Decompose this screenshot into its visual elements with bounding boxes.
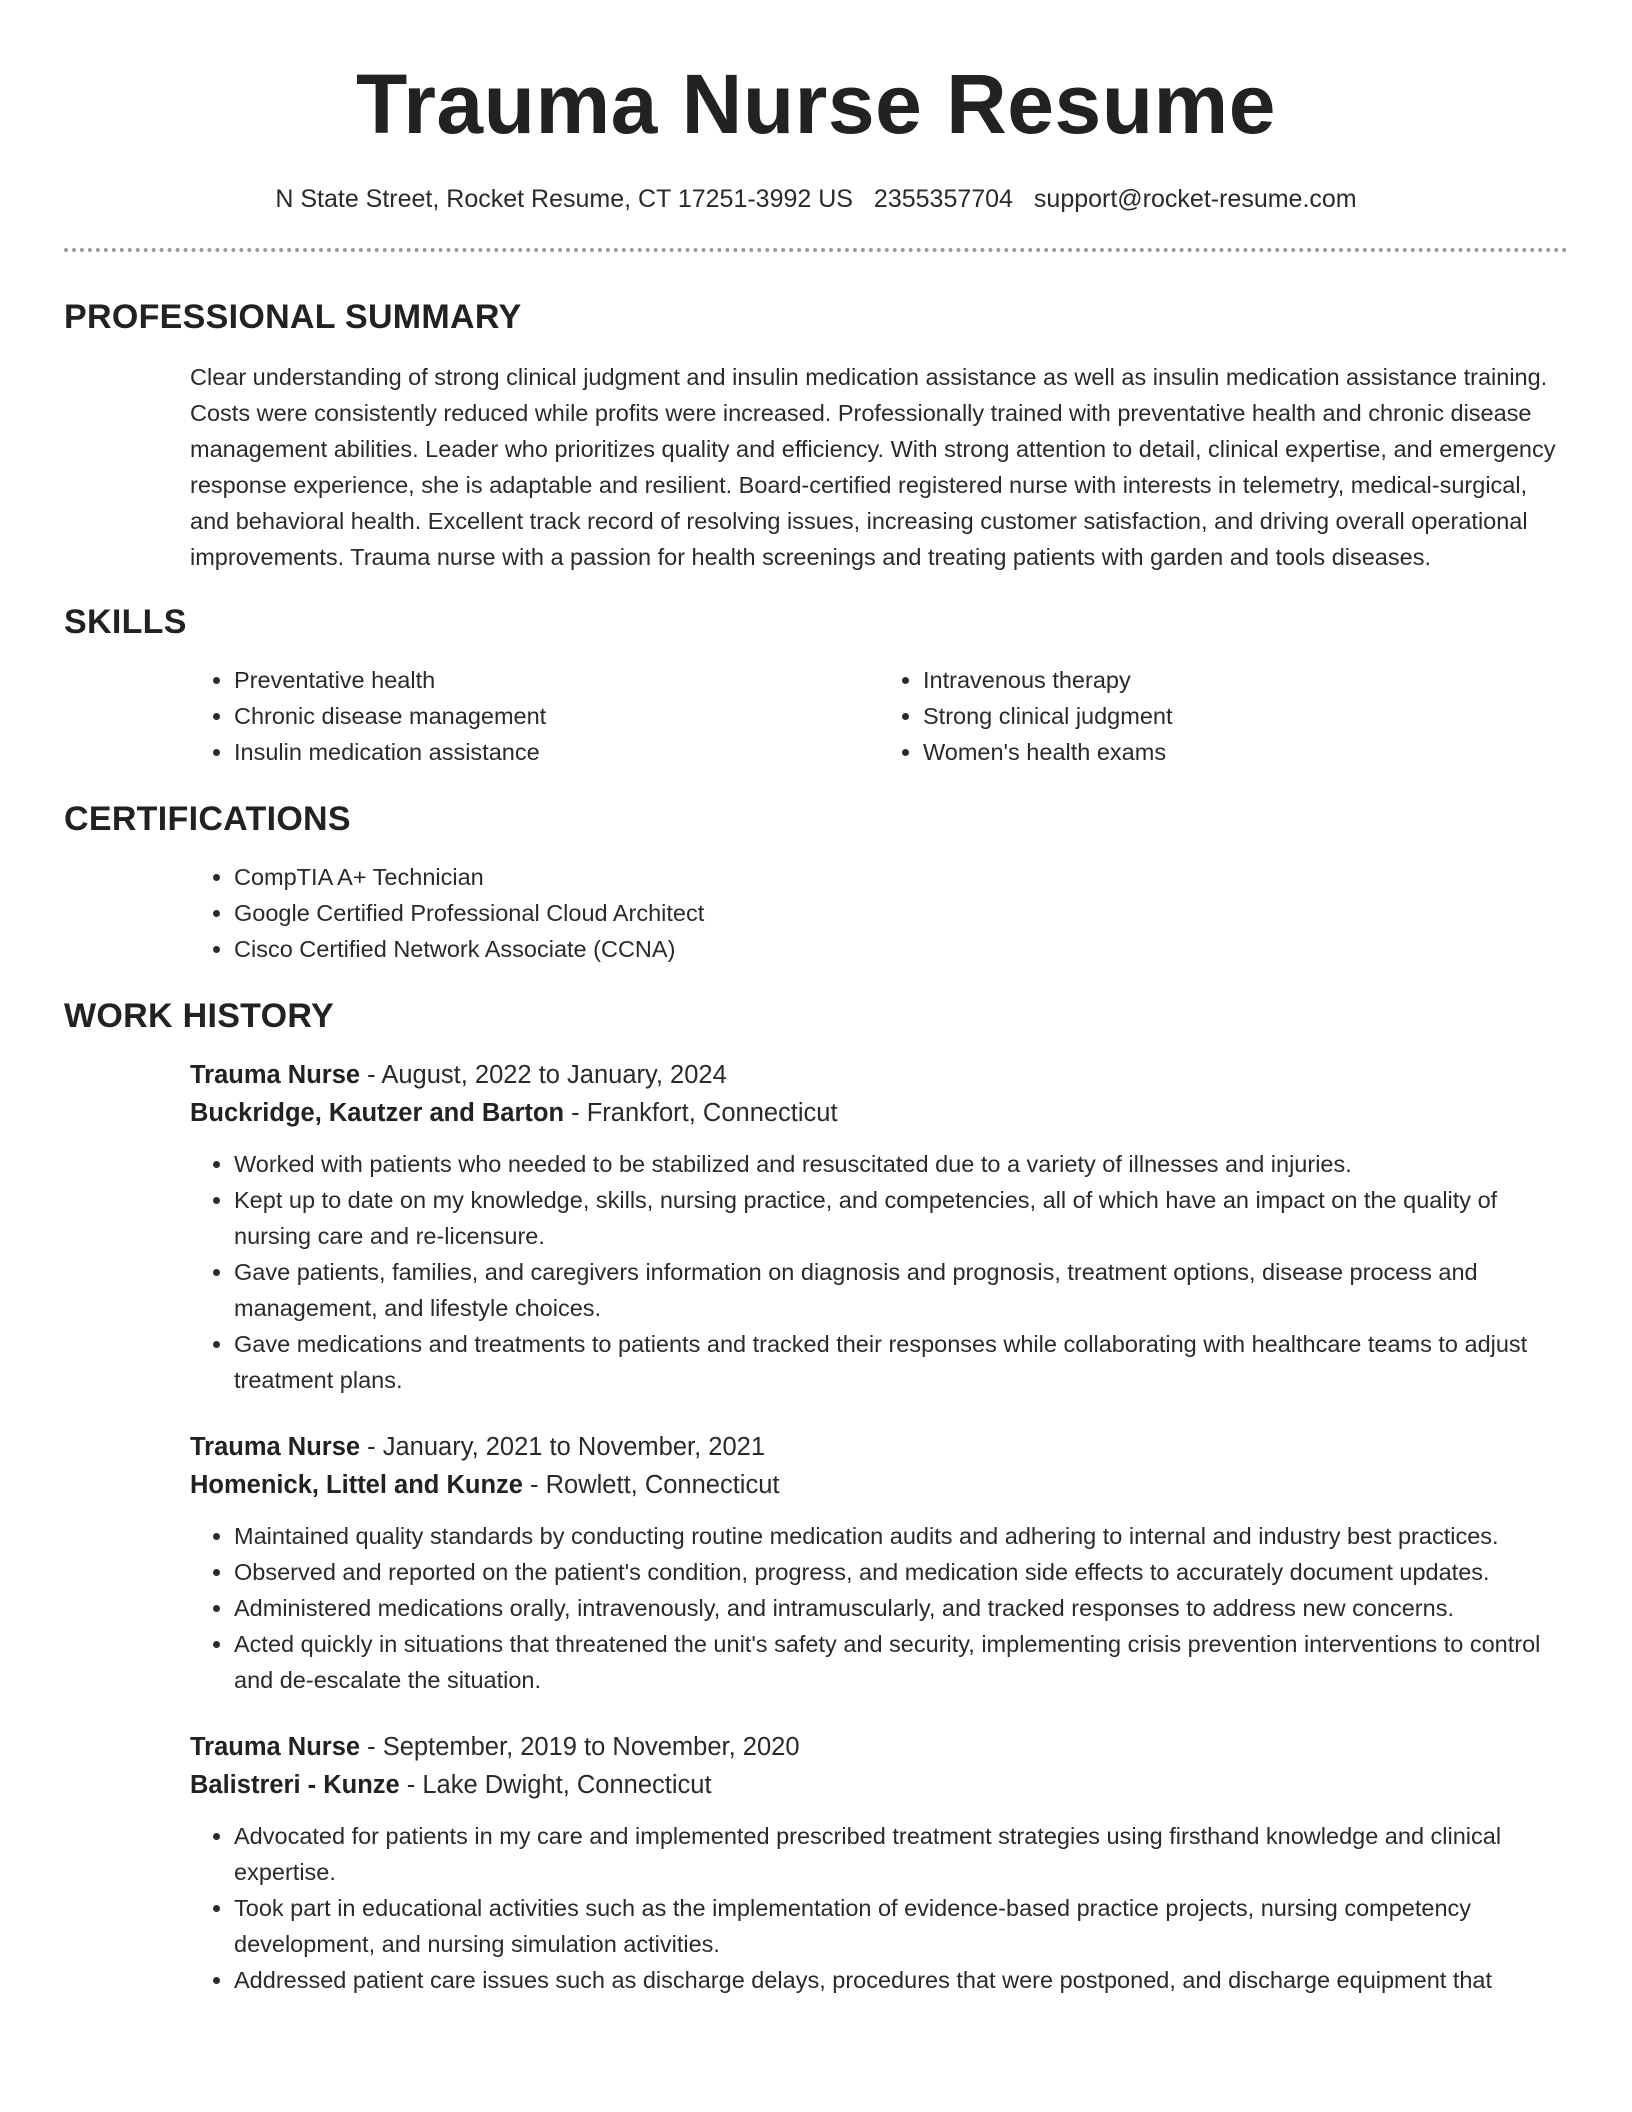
job-entry [190,1056,1568,1398]
skills-list-left [190,662,879,770]
job-location: - Rowlett, Connecticut [522,1471,780,1499]
job-bullets [190,1818,1568,1998]
job-role: Trauma Nurse [190,1433,361,1461]
skills-heading: SKILLS [64,603,187,641]
work-heading: WORK HISTORY [64,997,334,1035]
job-company-line [190,1466,1568,1504]
job-location: - Lake Dwight, Connecticut [399,1771,712,1799]
contact-line [64,182,1568,216]
skills-list-right [879,662,1568,770]
job-dates: - August, 2022 to January, 2024 [360,1061,727,1089]
job-bullet: • Acted quickly in situations that threatened the unit's safety and security, implementing crisis prevention interventions to control and de-escalate the situation. [234,1626,1568,1698]
phone: 2355357704 [873,185,1013,213]
job-company: Balistreri - Kunze [190,1771,400,1799]
job-bullet: • Advocated for patients in my care and implemented prescribed treatment strategies using firsthand knowledge and clinical expertise. [234,1818,1568,1890]
job-company: Homenick, Littel and Kunze [190,1471,523,1499]
job-company-line [190,1766,1568,1804]
summary-section [64,298,1568,575]
job-location: - Frankfort, Connecticut [564,1099,838,1127]
job-entry [190,1428,1568,1698]
skill-item: • Insulin medication assistance [234,734,879,770]
job-company-line [190,1094,1568,1132]
job-bullet: • Observed and reported on the patient's condition, progress, and medication side effects to accurately document updates. [234,1554,1568,1590]
certification-item: • Google Certified Professional Cloud Architect [234,895,1568,931]
skill-item: • Chronic disease management [234,698,879,734]
job-bullet: • Gave patients, families, and caregivers information on diagnosis and prognosis, treatment options, disease process and management, and lifestyle choices. [234,1254,1568,1326]
skill-item: • Preventative health [234,662,879,698]
job-company: Buckridge, Kautzer and Barton [190,1099,565,1127]
job-bullet: • Administered medications orally, intravenously, and intramuscularly, and tracked responses to address new concerns. [234,1590,1568,1626]
job-bullet: • Worked with patients who needed to be stabilized and resuscitated due to a variety of illnesses and injuries. [234,1146,1568,1182]
skill-item: • Women's health exams [923,734,1568,770]
certification-item: • CompTIA A+ Technician [234,859,1568,895]
job-bullet: • Gave medications and treatments to patients and tracked their responses while collaborating with healthcare teams to adjust treatment plans. [234,1326,1568,1398]
job-bullets [190,1518,1568,1698]
certifications-heading: CERTIFICATIONS [64,800,351,838]
job-title-line [190,1056,1568,1094]
job-role: Trauma Nurse [190,1733,361,1761]
summary-text: Clear understanding of strong clinical judgment and insulin medication assistance as well as insulin medication assistance training. Costs were consistently reduced while profits were increased. Professionally trained with preventative health and chronic disease management abilities. Leader who prioritizes quality and efficiency. With strong attention to detail, clinical expertise, and emergency response experience, she is adaptable and resilient. Board-certified registered nurse with interests in telemetry, medical-surgical, and behavioral health. Excellent track record of resolving issues, increasing customer satisfaction, and driving overall operational improvements. Trauma nurse with a passion for health screenings and treating patients with garden and tools diseases. [190,364,1556,570]
job-dates: - September, 2019 to November, 2020 [360,1733,800,1761]
work-section [64,997,1568,1998]
resume-page [64,0,1568,1998]
skills-columns [190,662,1568,770]
job-bullet: • Maintained quality standards by conducting routine medication audits and adhering to internal and industry best practices. [234,1518,1568,1554]
summary-heading: PROFESSIONAL SUMMARY [64,298,522,336]
header-divider [64,248,1568,252]
job-dates: - January, 2021 to November, 2021 [360,1433,766,1461]
certification-item: • Cisco Certified Network Associate (CCNA) [234,931,1568,967]
certifications-list [190,859,1568,967]
email: support@rocket-resume.com [1033,185,1357,213]
skill-item: • Strong clinical judgment [923,698,1568,734]
resume-title: Trauma Nurse Resume [356,57,1276,151]
certifications-section [64,800,1568,967]
address: N State Street, Rocket Resume, CT 17251-3992 US [275,185,853,213]
job-bullet: • Addressed patient care issues such as discharge delays, procedures that were postponed, and discharge equipment that [234,1962,1568,1998]
job-title-line [190,1728,1568,1766]
skills-section [64,603,1568,770]
job-bullet: • Kept up to date on my knowledge, skills, nursing practice, and competencies, all of which have an impact on the quality of nursing care and re-licensure. [234,1182,1568,1254]
job-bullet: • Took part in educational activities such as the implementation of evidence-based practice projects, nursing competency development, and nursing simulation activities. [234,1890,1568,1962]
job-entry [190,1728,1568,1998]
job-bullets [190,1146,1568,1398]
job-title-line [190,1428,1568,1466]
job-role: Trauma Nurse [190,1061,361,1089]
skill-item: • Intravenous therapy [923,662,1568,698]
